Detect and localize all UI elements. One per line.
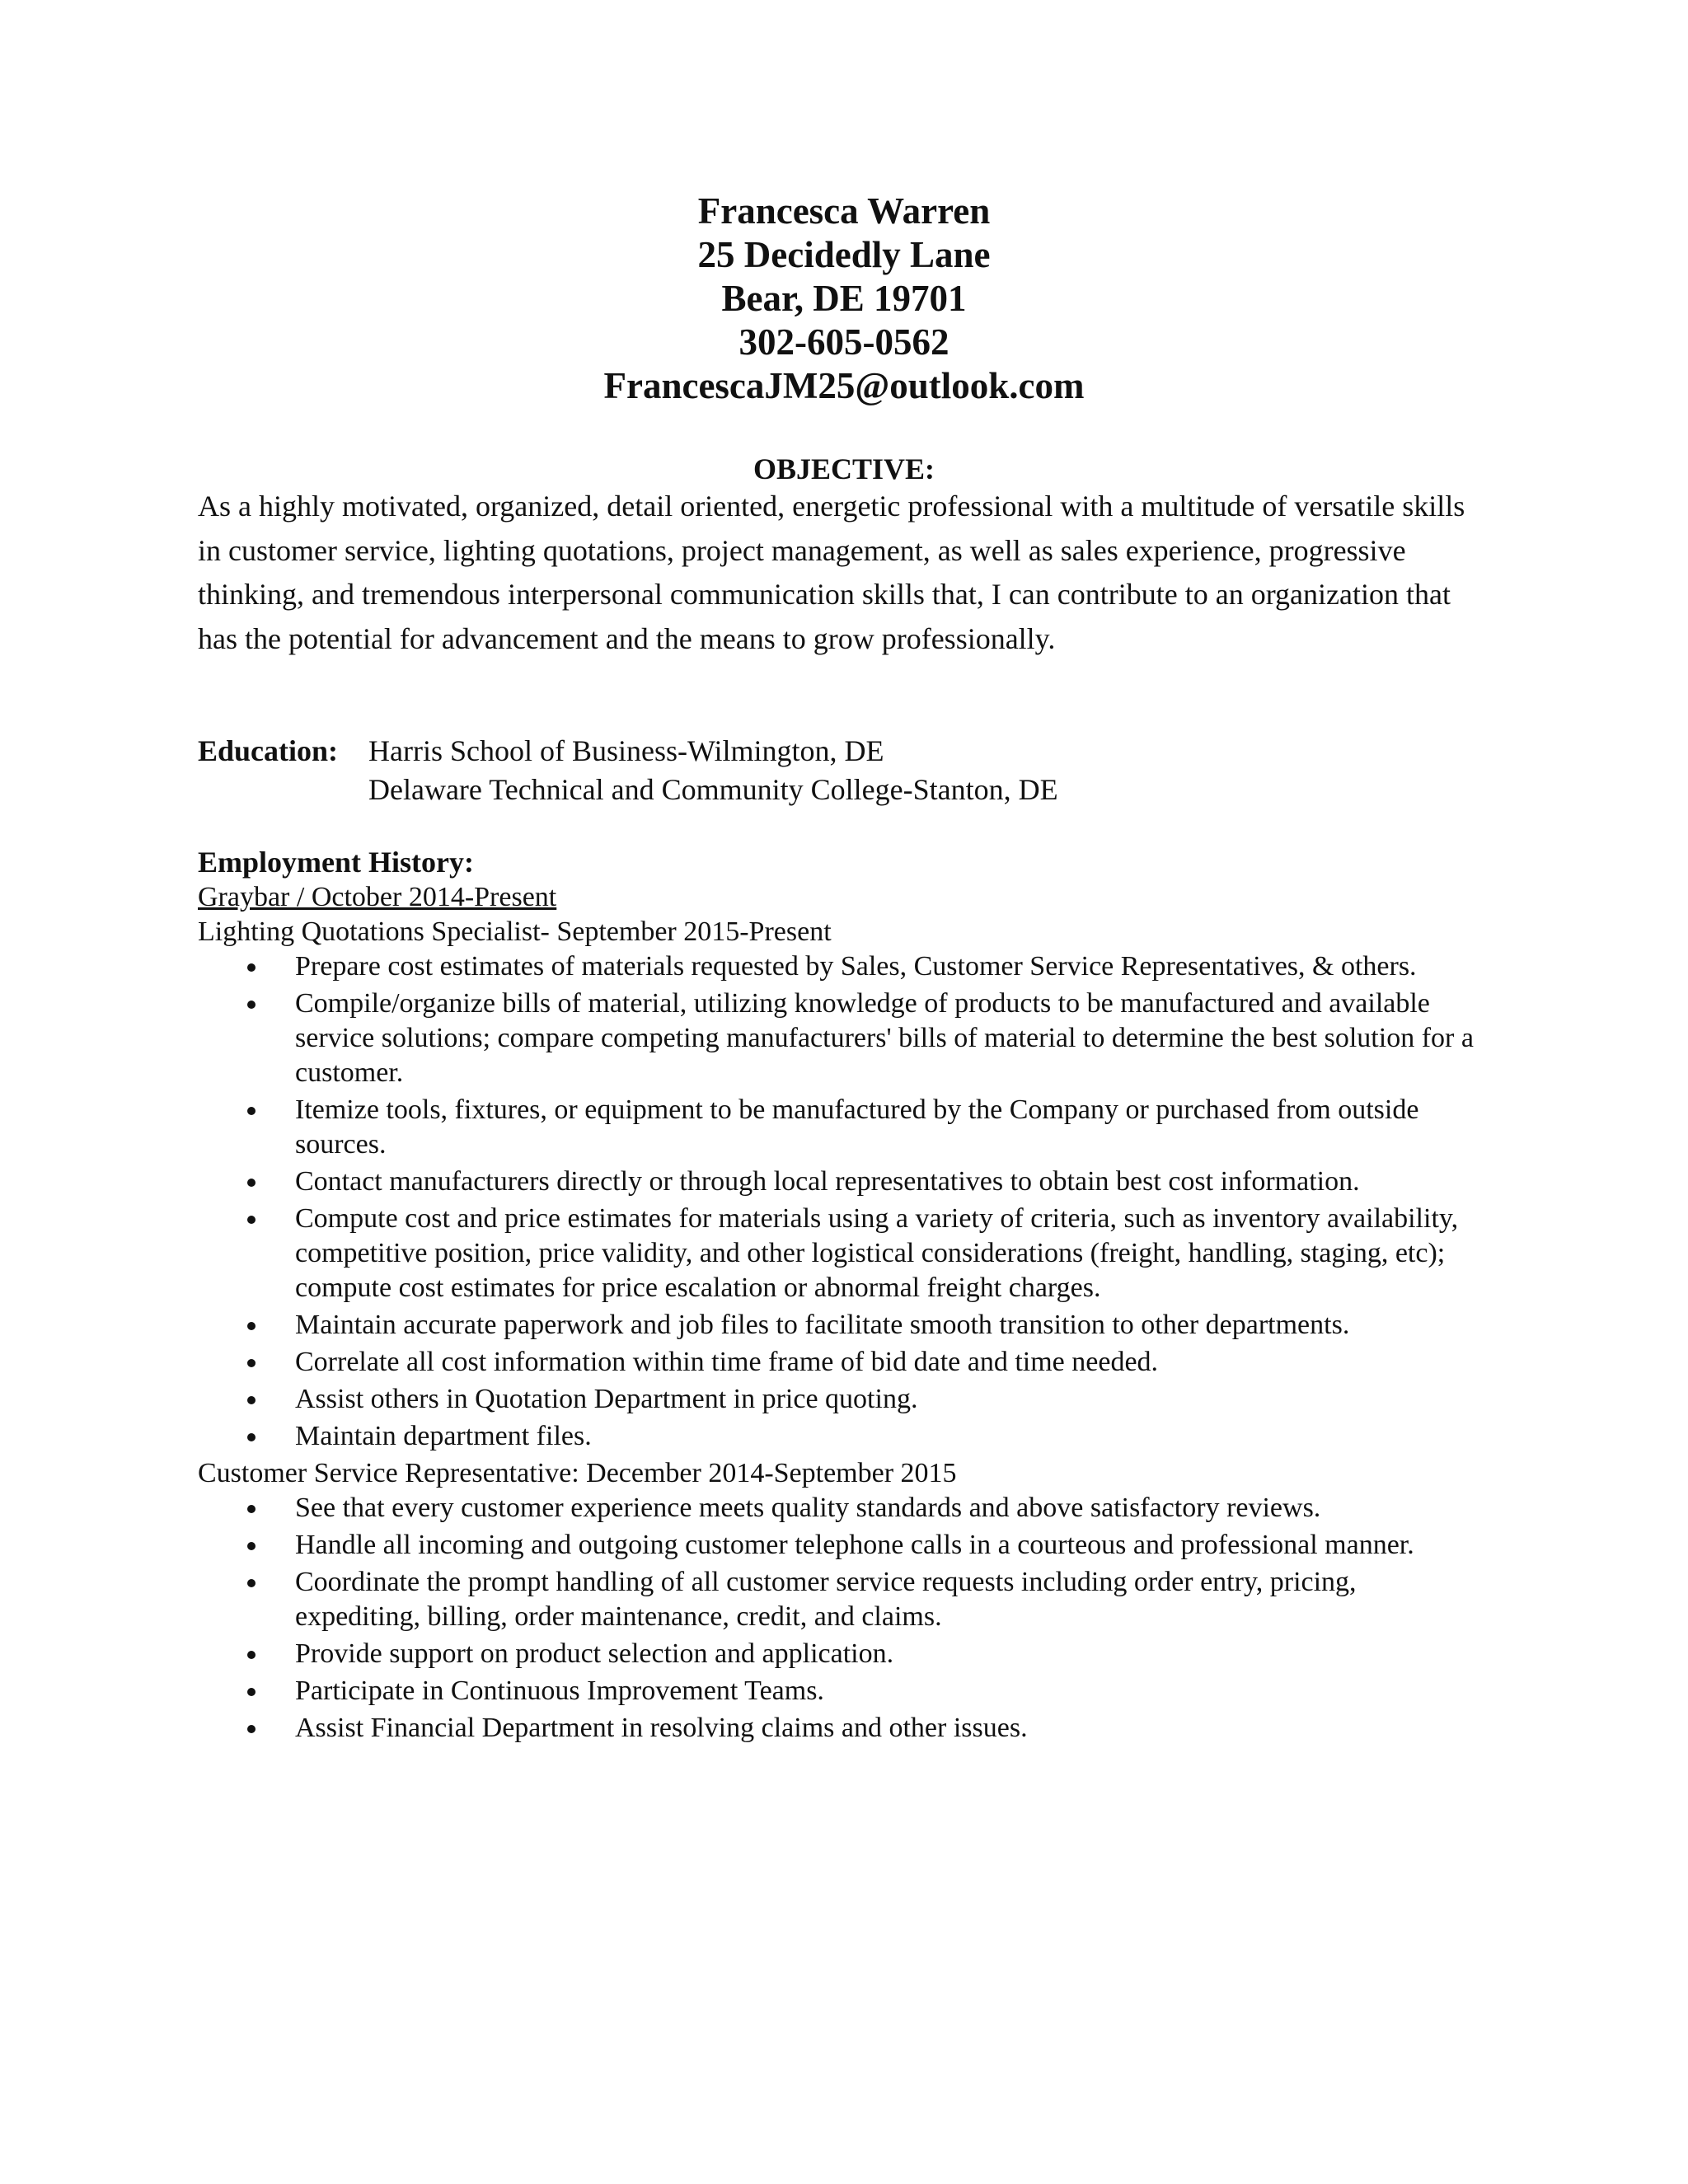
duty-item [198, 1637, 1484, 1671]
bullet-icon [247, 1001, 256, 1009]
duty-text: Itemize tools, fixtures, or equipment to be manufactured by the Company or purchased from outside sources. [295, 1094, 1419, 1160]
role-duties-list [198, 1491, 1467, 1746]
bullet-icon [247, 963, 256, 972]
duty-item [198, 1093, 1484, 1162]
bullet-icon [247, 1542, 256, 1550]
duty-text: Correlate all cost information within time frame of bid date and time needed. [295, 1347, 1159, 1377]
duty-item [198, 1711, 1484, 1746]
education-label: Education: [198, 734, 339, 767]
bullet-icon [247, 1505, 256, 1513]
duty-text: Compile/organize bills of material, utilizing knowledge of products to be manufactured and available service solutions; compare competing manufacturers' bills of material to determine the best solution for a customer. [295, 988, 1474, 1088]
bullet-icon [247, 1216, 256, 1224]
duty-item [198, 1565, 1484, 1634]
street-address: 25 Decidedly Lane [697, 234, 991, 275]
bullet-icon [247, 1433, 256, 1441]
role-duties-list [198, 949, 1474, 1454]
duty-text: Maintain accurate paperwork and job files to facilitate smooth transition to other departments. [295, 1310, 1350, 1340]
duty-text: Assist others in Quotation Department in price quoting. [295, 1384, 918, 1414]
objective-text: As a highly motivated, organized, detail oriented, energetic professional with a multitude of versatile skills in customer service, lighting quotations, project management, as well as sales experience, progressive thinking, and tremendous interpersonal communication skills that, I can contribute to an organization that has the potential for advancement and the means to grow professionally. [198, 490, 1465, 655]
duty-item [198, 1528, 1484, 1563]
education-list [368, 732, 1440, 809]
duty-text: Assist Financial Department in resolving claims and other issues. [295, 1713, 1028, 1743]
email-address: FrancescaJM25@outlook.com [603, 365, 1085, 406]
duty-text: Maintain department files. [295, 1421, 592, 1451]
employment-section [198, 844, 1474, 1748]
bullet-icon [247, 1579, 256, 1587]
duty-item [198, 1419, 1484, 1454]
role-title: Lighting Quotations Specialist- September 2015-Present [198, 916, 832, 947]
duty-item [198, 1308, 1484, 1343]
duty-item [198, 1674, 1484, 1708]
duty-text: Provide support on product selection and application. [295, 1638, 894, 1669]
duty-item [198, 1165, 1484, 1199]
duty-text: Participate in Continuous Improvement Teams. [295, 1675, 824, 1706]
duty-text: Handle all incoming and outgoing customer telephone calls in a courteous and professional manner. [295, 1530, 1414, 1560]
school-item: Harris School of Business-Wilmington, DE [368, 734, 884, 767]
bullet-icon [247, 1688, 256, 1696]
employment-heading: Employment History: [198, 846, 474, 879]
school-item: Delaware Technical and Community College-Stanton, DE [368, 773, 1058, 806]
phone-number: 302-605-0562 [738, 321, 950, 363]
bullet-icon [247, 1725, 256, 1733]
city-state-zip: Bear, DE 19701 [721, 278, 967, 319]
duty-item [198, 1345, 1484, 1380]
bullet-icon [247, 1651, 256, 1659]
duty-text: Prepare cost estimates of materials requested by Sales, Customer Service Representatives, & others. [295, 951, 1417, 982]
employer-line: Graybar / October 2014-Present [198, 882, 557, 912]
contact-header [0, 190, 1688, 408]
duty-item [198, 1491, 1484, 1526]
bullet-icon [247, 1179, 256, 1187]
duty-item [198, 987, 1484, 1090]
duty-item [198, 949, 1484, 984]
duty-text: Compute cost and price estimates for materials using a variety of criteria, such as inventory availability, competitive position, price validity, and other logistical considerations (freight, handling, staging, etc); compute cost estimates for price escalation or abnormal freight charges. [295, 1203, 1459, 1303]
applicant-name: Francesca Warren [697, 190, 991, 232]
role-title: Customer Service Representative: December 2014-September 2015 [198, 1458, 957, 1488]
bullet-icon [247, 1396, 256, 1404]
duty-text: See that every customer experience meets quality standards and above satisfactory reviews. [295, 1493, 1321, 1523]
bullet-icon [247, 1107, 256, 1115]
duty-text: Contact manufacturers directly or through local representatives to obtain best cost information. [295, 1166, 1360, 1197]
duty-text: Coordinate the prompt handling of all customer service requests including order entry, pricing, expediting, billing, order maintenance, credit, and claims. [295, 1567, 1357, 1632]
bullet-icon [247, 1322, 256, 1330]
objective-heading: OBJECTIVE: [753, 452, 935, 485]
duty-item [198, 1382, 1484, 1417]
duty-item [198, 1202, 1484, 1305]
bullet-icon [247, 1359, 256, 1367]
